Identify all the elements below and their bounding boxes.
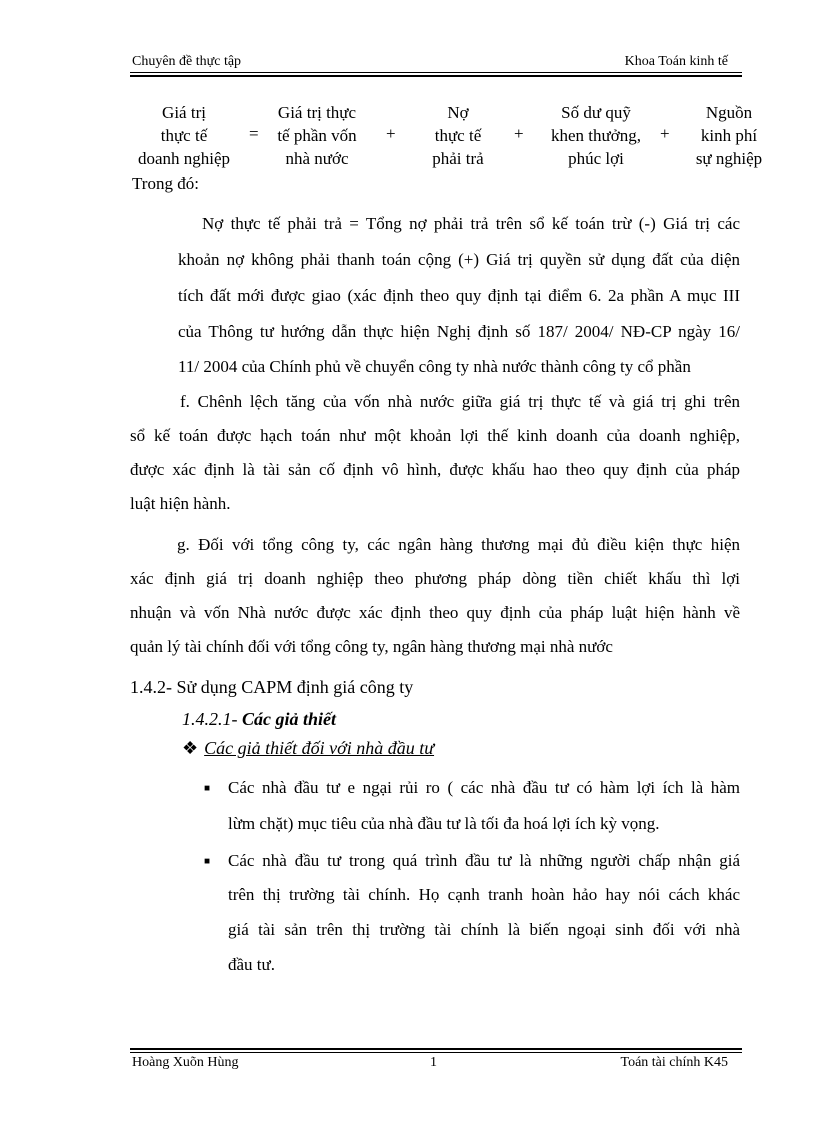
formula-text: sự nghiệp	[695, 149, 763, 168]
section-heading-1-4-2: 1.4.2- Sử dụng CAPM định giá công ty	[130, 677, 414, 697]
formula-text: thực tế	[434, 126, 482, 145]
footer-author: Hoàng Xuõn Hùng	[132, 1055, 239, 1070]
paragraph-line: của Thông tư hướng dẫn thực hiện Nghị định số 187/ 2004/ NĐ-CP ngày 16/	[178, 322, 740, 341]
bullet-line: Các nhà đầu tư e ngại rủi ro ( các nhà đầu tư có hàm lợi ích là hàm	[228, 778, 740, 797]
formula-text: Nguồn	[705, 103, 753, 122]
formula-text: thực tế	[160, 126, 208, 145]
footer-rule	[130, 1048, 742, 1053]
formula-text: khen thưởng,	[551, 126, 641, 145]
paragraph-line: Nợ thực tế phải trả = Tổng nợ phải trả trên sổ kế toán trừ (-) Giá trị các	[202, 214, 740, 233]
paragraph-line: f. Chênh lệch tăng của vốn nhà nước giữa giá trị thực tế và giá trị ghi trên	[180, 392, 740, 411]
formula-text: nhà nước	[285, 149, 349, 168]
paragraph-line: sổ kế toán được hạch toán như một khoản lợi thế kinh doanh của doanh nghiệp,	[130, 426, 740, 445]
formula-text: doanh nghiệp	[137, 149, 231, 168]
formula-text: kinh phí	[700, 126, 758, 145]
formula-text: tế phần vốn	[277, 126, 357, 145]
formula-text: phúc lợi	[568, 149, 624, 168]
formula-text: Giá trị thực	[277, 103, 357, 122]
formula-text: Giá trị	[162, 103, 206, 122]
paragraph-line: khoản nợ không phải thanh toán cộng (+) Giá trị quyền sử dụng đất của diện	[178, 250, 740, 269]
formula-plus: +	[386, 124, 396, 143]
bullet-line: Các nhà đầu tư trong quá trình đầu tư là những người chấp nhận giá	[228, 851, 740, 870]
formula-text: phải trả	[432, 149, 484, 168]
section-number: 1.4.2.1-	[182, 709, 242, 729]
section-title: Các giả thiết	[242, 709, 336, 729]
formula-text: Nợ	[447, 103, 469, 122]
paragraph-line: g. Đối với tổng công ty, các ngân hàng thương mại đủ điều kiện thực hiện	[177, 535, 740, 554]
subsection-title: Các giả thiết đối với nhà đầu tư	[204, 738, 435, 758]
subsection-heading	[182, 738, 434, 759]
section-heading-1-4-2-1	[182, 709, 336, 730]
formula-term-career-fund	[684, 101, 774, 170]
bullet-line: giá tài sản trên thị trường tài chính là biến ngoại sinh đối với nhà	[228, 920, 740, 939]
formula-term-debt	[422, 101, 494, 170]
paragraph-line: tích đất mới được giao (xác định theo quy định tại điểm 6. 2a phần A mục III	[178, 286, 740, 305]
page-number: 1	[430, 1055, 437, 1070]
header-rule	[130, 72, 742, 77]
bullet-line: trên thị trường tài chính. Họ cạnh tranh hoàn hảo hay nói cách khác	[228, 885, 740, 904]
paragraph-line: xác định giá trị doanh nghiệp theo phương pháp dòng tiền chiết khấu thì lợi	[130, 569, 740, 588]
header-right: Khoa Toán kinh tế	[624, 54, 728, 69]
trong-do-label: Trong đó:	[132, 174, 199, 193]
square-bullet-icon: ■	[204, 856, 211, 867]
paragraph-line: 11/ 2004 của Chính phủ về chuyển công ty nhà nước thành công ty cổ phần	[178, 357, 691, 376]
header-left: Chuyên đề thực tập	[132, 54, 242, 69]
bullet-line: lừm chặt) mục tiêu của nhà đầu tư là tối đa hoá lợi ích kỳ vọng.	[228, 814, 660, 833]
formula-term-enterprise-value	[132, 101, 236, 170]
formula-term-state-capital	[264, 101, 370, 170]
paragraph-line: được xác định là tài sản cố định vô hình, được khấu hao theo quy định của pháp	[130, 460, 740, 479]
formula-plus: +	[514, 124, 524, 143]
paragraph-line: quản lý tài chính đối với tổng công ty, ngân hàng thương mại nhà nước	[130, 637, 613, 656]
paragraph-line: luật hiện hành.	[130, 494, 231, 513]
bullet-line: đầu tư.	[228, 955, 275, 974]
footer-course: Toán tài chính K45	[620, 1055, 728, 1070]
diamond-bullet-icon: ❖	[182, 738, 199, 758]
formula-plus: +	[660, 124, 670, 143]
paragraph-line: nhuận và vốn Nhà nước được xác định theo quy định của pháp luật hiện hành về	[130, 603, 740, 622]
square-bullet-icon: ■	[204, 783, 211, 794]
formula-equals: =	[249, 124, 259, 143]
formula-text: Số dư quỹ	[561, 103, 631, 122]
formula-term-bonus-fund	[542, 101, 650, 170]
